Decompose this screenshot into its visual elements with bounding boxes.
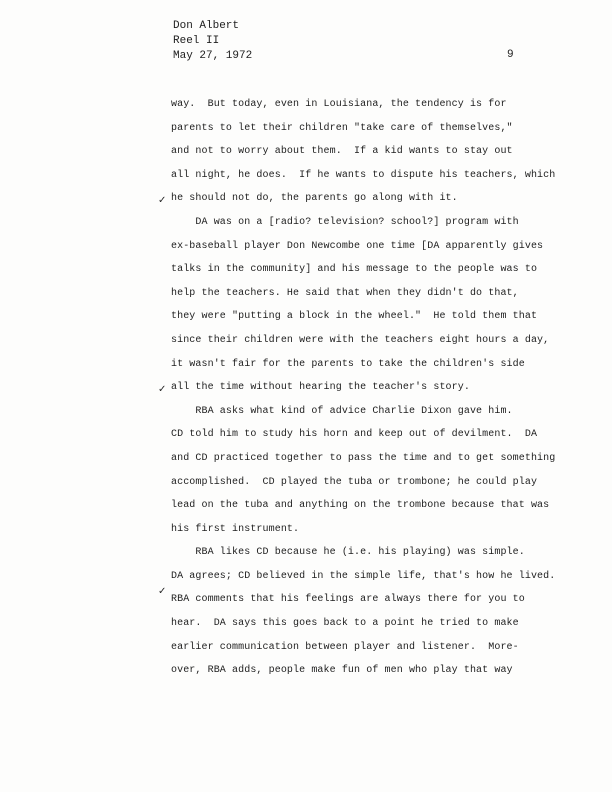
- body-line: way. But today, even in Louisiana, the tendency is for: [171, 99, 507, 110]
- reel-number: Reel II: [173, 35, 220, 47]
- body-line: and not to worry about them. If a kid wants to stay out: [171, 146, 513, 158]
- body-line: he should not do, the parents go along with it.: [171, 193, 458, 205]
- body-line: his first instrument.: [171, 523, 300, 535]
- body-line: they were "putting a block in the wheel." He told them that: [171, 311, 538, 323]
- body-line: RBA asks what kind of advice Charlie Dixon gave him.: [171, 405, 513, 417]
- body-line: RBA likes CD because he (i.e. his playing) was simple.: [171, 547, 525, 559]
- interview-date: May 27, 1972: [173, 50, 253, 62]
- body-line: CD told him to study his horn and keep out of devilment. DA: [171, 429, 538, 441]
- interviewee-name: Don Albert: [173, 20, 240, 32]
- body-line: all night, he does. If he wants to dispute his teachers, which: [171, 169, 556, 181]
- transcript-body: [171, 93, 601, 683]
- body-line: since their children were with the teachers eight hours a day,: [171, 334, 550, 346]
- body-line: and CD practiced together to pass the time and to get something: [171, 452, 556, 464]
- body-line: accomplished. CD played the tuba or trombone; he could play: [171, 476, 538, 488]
- page-number: 9: [507, 49, 514, 61]
- body-line: all the time without hearing the teacher's story.: [171, 382, 470, 394]
- margin-check-mark: ✓: [158, 586, 167, 597]
- body-line: earlier communication between player and listener. More-: [171, 641, 519, 653]
- body-line: parents to let their children "take care of themselves,": [171, 122, 513, 134]
- body-line: help the teachers. He said that when they didn't do that,: [171, 287, 519, 299]
- body-line: DA was on a [radio? television? school?] program with: [171, 216, 519, 228]
- body-line: it wasn't fair for the parents to take the children's side: [171, 358, 525, 370]
- body-line: RBA comments that his feelings are always there for you to: [171, 594, 525, 606]
- body-line: hear. DA says this goes back to a point he tried to make: [171, 618, 519, 630]
- body-line: DA agrees; CD believed in the simple life, that's how he lived.: [171, 570, 556, 582]
- document-header: [173, 19, 252, 64]
- margin-check-mark: ✓: [158, 384, 167, 395]
- body-line: talks in the community] and his message to the people was to: [171, 264, 538, 276]
- body-line: ex-baseball player Don Newcombe one time [DA apparently gives: [171, 240, 544, 252]
- body-line: over, RBA adds, people make fun of men who play that way: [171, 665, 513, 677]
- margin-check-mark: ✓: [158, 195, 167, 206]
- body-line: lead on the tuba and anything on the trombone because that was: [171, 500, 550, 512]
